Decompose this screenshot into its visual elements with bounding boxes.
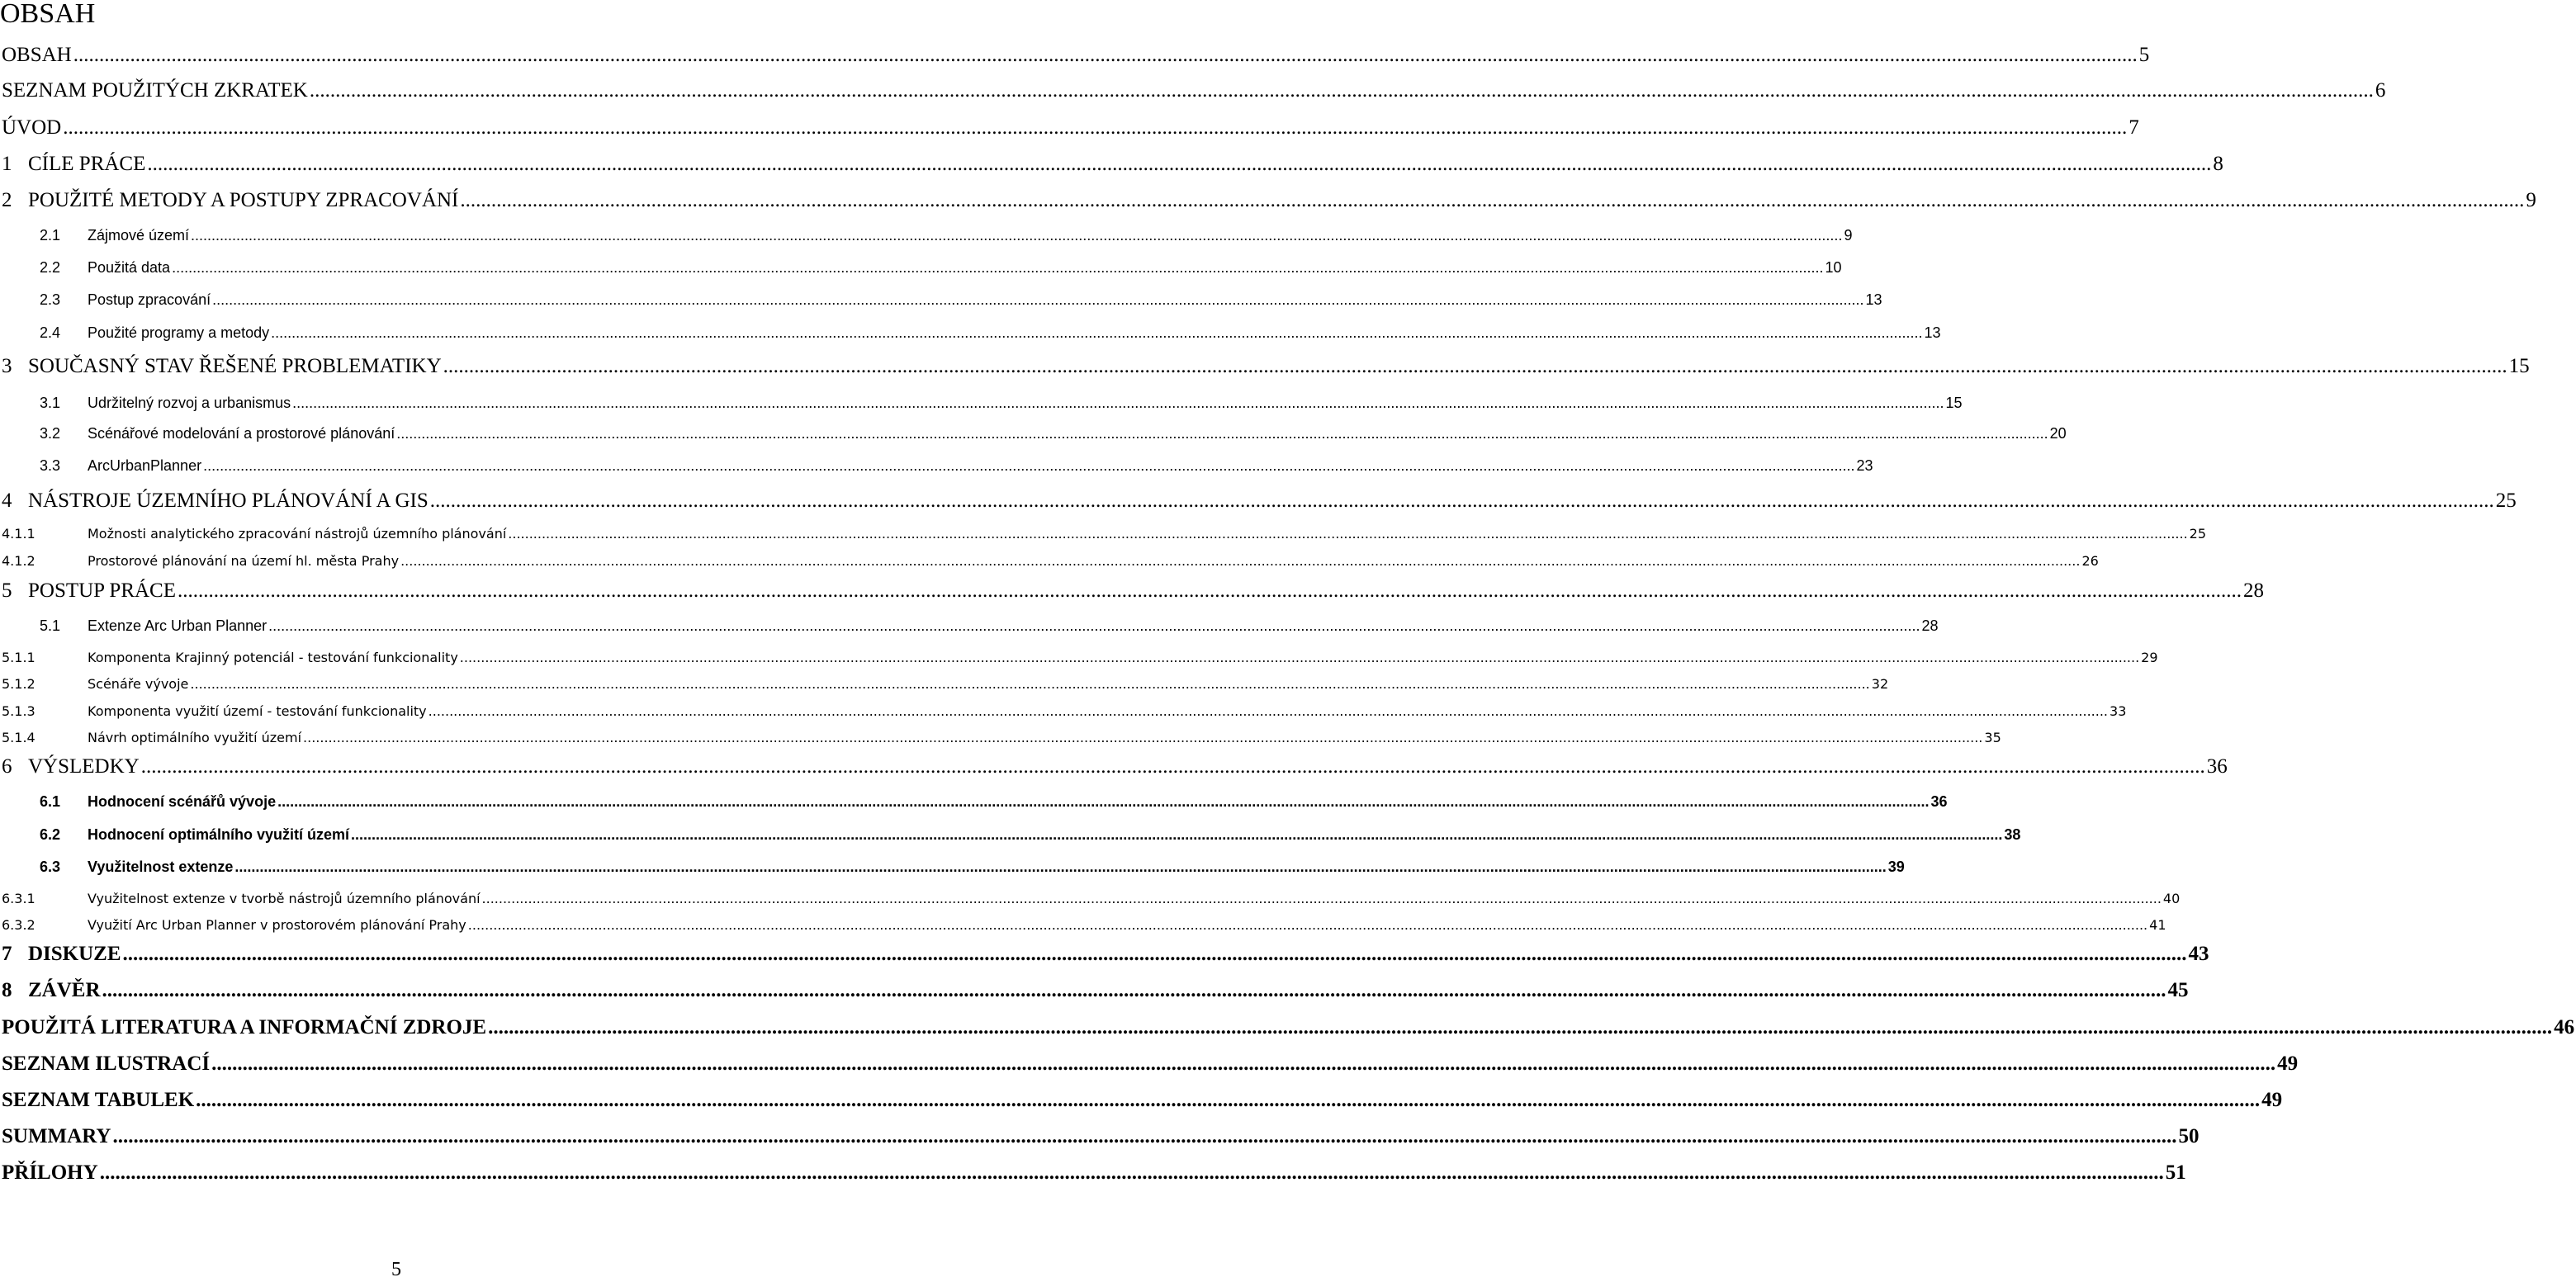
toc-entry-page: 49 [2277, 1053, 2299, 1075]
toc-entry-number: 2 [2, 189, 12, 211]
toc-entry[interactable] [0, 324, 1941, 342]
toc-entry-title: SOUČASNÝ STAV ŘEŠENÉ PROBLEMATIKY [28, 355, 442, 377]
toc-entry[interactable] [0, 942, 2209, 967]
toc-entry-page: 33 [2110, 703, 2127, 719]
toc-entry-number: 6.3.2 [2, 917, 36, 933]
toc-entry-title: Využitelnost extenze v tvorbě nástrojů územního plánování [88, 891, 481, 906]
toc-entry-number: 2.2 [40, 259, 61, 276]
toc-entry-page: 28 [1921, 617, 1939, 634]
dot-leader: ................................................................................................................................................................................................................................................................................................................................................................................................................ [309, 79, 2374, 102]
toc-entry-page: 15 [1945, 395, 1963, 411]
toc-entry-number: 3.1 [40, 395, 61, 411]
dot-leader: ................................................................................................................................................................................................................................................................................................................................................................................................................ [191, 227, 1843, 244]
toc-entry[interactable] [0, 1088, 2283, 1113]
toc-entry[interactable] [0, 258, 1842, 277]
toc-entry-page: 35 [1984, 730, 2001, 745]
toc-entry-number: 5 [2, 580, 12, 602]
dot-leader: ................................................................................................................................................................................................................................................................................................................................................................................................................ [211, 1053, 2276, 1075]
toc-entry-number: 5.1.3 [2, 703, 36, 719]
toc-entry-number: 4.1.2 [2, 553, 36, 569]
toc-entry-title: Použité programy a metody [88, 324, 270, 341]
toc-entry-page: 15 [2508, 355, 2530, 377]
toc-entry[interactable] [0, 1015, 2575, 1040]
toc-entry[interactable] [0, 152, 2223, 177]
toc-entry-number: 7 [2, 943, 12, 965]
toc-entry-title: Zájmové území [88, 227, 190, 244]
toc-entry-title: POUŽITÁ LITERATURA A INFORMAČNÍ ZDROJE [2, 1016, 487, 1038]
toc-entry-number: 1 [2, 153, 12, 175]
dot-leader: ................................................................................................................................................................................................................................................................................................................................................................................................................ [99, 1161, 2164, 1184]
toc-entry-page: 9 [2526, 189, 2536, 211]
toc-entry-number: 8 [2, 979, 12, 1001]
toc-entry-title: POSTUP PRÁCE [28, 580, 176, 602]
dot-leader: ................................................................................................................................................................................................................................................................................................................................................................................................................ [112, 1125, 2177, 1147]
toc-entry-title: POUŽITÉ METODY A POSTUPY ZPRACOVÁNÍ [28, 189, 459, 211]
toc-entry[interactable] [0, 755, 2228, 779]
toc-entry-number: 2.3 [40, 291, 61, 308]
toc-entry-page: 25 [2189, 526, 2207, 542]
toc-entry[interactable] [0, 675, 1889, 693]
dot-leader: ................................................................................................................................................................................................................................................................................................................................................................................................................ [271, 324, 1923, 341]
toc-entry-title: Použitá data [88, 259, 171, 276]
toc-entry-page: 39 [1887, 859, 1905, 875]
page-number: 5 [391, 1259, 401, 1280]
dot-leader: ................................................................................................................................................................................................................................................................................................................................................................................................................ [488, 1016, 2553, 1038]
toc-entry-title: Návrh optimálního využití území [88, 730, 302, 745]
dot-leader: ................................................................................................................................................................................................................................................................................................................................................................................................................ [460, 189, 2525, 211]
toc-entry[interactable] [0, 792, 1948, 811]
toc-entry-page: 51 [2165, 1161, 2186, 1184]
dot-leader: ................................................................................................................................................................................................................................................................................................................................................................................................................ [508, 526, 2188, 542]
toc-entry-page: 40 [2162, 891, 2181, 906]
toc-entry[interactable] [0, 424, 2067, 442]
toc-entry-page: 13 [1924, 324, 1941, 341]
toc-entry-page: 10 [1825, 259, 1842, 276]
dot-leader: ................................................................................................................................................................................................................................................................................................................................................................................................................ [277, 793, 1930, 810]
dot-leader: ................................................................................................................................................................................................................................................................................................................................................................................................................ [292, 395, 1944, 411]
dot-leader: ................................................................................................................................................................................................................................................................................................................................................................................................................ [351, 826, 2003, 843]
dot-leader: ................................................................................................................................................................................................................................................................................................................................................................................................................ [459, 650, 2140, 665]
toc-entry-title: Komponenta využití území - testování funkcionality [88, 703, 427, 719]
dot-leader: ................................................................................................................................................................................................................................................................................................................................................................................................................ [102, 979, 2166, 1001]
toc-entry[interactable] [0, 291, 1882, 309]
toc-entry-title: DISKUZE [28, 943, 121, 965]
toc-entry-page: 46 [2554, 1016, 2575, 1038]
toc-entry-page: 26 [2081, 553, 2099, 569]
toc-entry-title: SEZNAM TABULEK [2, 1089, 195, 1111]
toc-entry-title: Využitelnost extenze [88, 859, 234, 875]
toc-entry[interactable] [0, 617, 1939, 635]
toc-entry-title: ÚVOD [2, 116, 62, 139]
toc-entry[interactable] [0, 1124, 2200, 1149]
toc-entry-title: Hodnocení optimálního využití území [88, 826, 350, 843]
toc-entry-title: Extenze Arc Urban Planner [88, 617, 268, 634]
toc-entry-number: 6.3 [40, 859, 61, 875]
dot-leader: ................................................................................................................................................................................................................................................................................................................................................................................................................ [178, 580, 2242, 602]
dot-leader: ................................................................................................................................................................................................................................................................................................................................................................................................................ [190, 676, 1870, 692]
dot-leader: ................................................................................................................................................................................................................................................................................................................................................................................................................ [303, 730, 1983, 745]
dot-leader: ................................................................................................................................................................................................................................................................................................................................................................................................................ [467, 917, 2148, 933]
toc-entry-title: VÝSLEDKY [28, 755, 140, 778]
toc-entry-number: 2.4 [40, 324, 61, 341]
toc-entry[interactable] [0, 858, 1905, 876]
toc-entry-title: SUMMARY [2, 1125, 111, 1147]
toc-entry-number: 3 [2, 355, 12, 377]
dot-leader: ................................................................................................................................................................................................................................................................................................................................................................................................................ [122, 943, 2187, 965]
toc-entry-title: SEZNAM POUŽITÝCH ZKRATEK [2, 79, 308, 102]
dot-leader: ................................................................................................................................................................................................................................................................................................................................................................................................................ [268, 617, 1920, 634]
toc-entry-page: 7 [2129, 116, 2139, 139]
dot-leader: ................................................................................................................................................................................................................................................................................................................................................................................................................ [172, 259, 1824, 276]
toc-entry-page: 5 [2138, 44, 2150, 66]
toc-entry-title: Komponenta Krajinný potenciál - testování funkcionality [88, 650, 458, 665]
toc-entry-page: 36 [2206, 755, 2228, 778]
toc-entry-title: CÍLE PRÁCE [28, 153, 146, 175]
toc-entry-number: 5.1.2 [2, 676, 36, 692]
toc-entry-title: PŘÍLOHY [2, 1161, 98, 1184]
toc-entry-number: 5.1.1 [2, 650, 36, 665]
toc-entry-page: 8 [2213, 153, 2223, 175]
toc-entry-page: 41 [2149, 917, 2166, 933]
toc-entry-number: 4 [2, 490, 12, 512]
dot-leader: ................................................................................................................................................................................................................................................................................................................................................................................................................ [443, 355, 2507, 377]
toc-entry-title: ZÁVĚR [28, 979, 101, 1001]
toc-entry[interactable] [0, 43, 2150, 68]
toc-entry[interactable] [0, 552, 2099, 570]
toc-entry-page: 43 [2188, 943, 2209, 965]
toc-entry-number: 5.1 [40, 617, 61, 634]
toc-entry-title: SEZNAM ILUSTRACÍ [2, 1053, 211, 1075]
toc-entry[interactable] [0, 1161, 2186, 1185]
toc-entry-number: 4.1.1 [2, 526, 36, 542]
toc-entry-number: 5.1.4 [2, 730, 36, 745]
page-title: OBSAH [0, 0, 96, 29]
toc-entry-page: 29 [2141, 650, 2158, 665]
dot-leader: ................................................................................................................................................................................................................................................................................................................................................................................................................ [481, 891, 2162, 906]
dot-leader: ................................................................................................................................................................................................................................................................................................................................................................................................................ [73, 44, 2138, 66]
toc-entry[interactable] [0, 354, 2530, 379]
toc-entry-title: Scénářové modelování a prostorové plánování [88, 425, 395, 442]
toc-entry-page: 6 [2375, 79, 2386, 102]
toc-entry-page: 45 [2167, 979, 2189, 1001]
toc-entry-page: 23 [1856, 457, 1873, 474]
dot-leader: ................................................................................................................................................................................................................................................................................................................................................................................................................ [400, 553, 2081, 569]
dot-leader: ................................................................................................................................................................................................................................................................................................................................................................................................................ [396, 425, 2048, 442]
toc-entry-page: 28 [2243, 580, 2264, 602]
toc-entry-title: Postup zpracování [88, 291, 211, 308]
toc-entry-number: 2.1 [40, 227, 61, 244]
dot-leader: ................................................................................................................................................................................................................................................................................................................................................................................................................ [63, 116, 2128, 139]
toc-entry-page: 50 [2178, 1125, 2200, 1147]
toc-entry-title: Možnosti analytického zpracování nástrojů územního plánování [88, 526, 507, 542]
dot-leader: ................................................................................................................................................................................................................................................................................................................................................................................................................ [234, 859, 1887, 875]
dot-leader: ................................................................................................................................................................................................................................................................................................................................................................................................................ [196, 1089, 2261, 1111]
toc-entry[interactable] [0, 729, 2001, 747]
toc-entry-number: 6.2 [40, 826, 61, 843]
toc-entry-number: 3.3 [40, 457, 61, 474]
toc-entry-page: 32 [1871, 676, 1889, 692]
dot-leader: ................................................................................................................................................................................................................................................................................................................................................................................................................ [429, 490, 2494, 512]
toc-entry[interactable] [0, 226, 1853, 244]
toc-entry-number: 3.2 [40, 425, 61, 442]
toc-entry-page: 38 [2004, 826, 2021, 843]
toc-entry[interactable] [0, 702, 2127, 721]
toc-entry[interactable] [0, 116, 2139, 140]
toc-entry-title: OBSAH [2, 44, 72, 66]
toc-entry[interactable] [0, 457, 1873, 475]
toc-entry[interactable] [0, 649, 2158, 667]
dot-leader: ................................................................................................................................................................................................................................................................................................................................................................................................................ [212, 291, 1864, 308]
toc-entry[interactable] [0, 579, 2264, 603]
toc-entry[interactable] [0, 525, 2207, 543]
toc-entry-page: 49 [2261, 1089, 2283, 1111]
toc-entry[interactable] [0, 890, 2181, 908]
toc-entry[interactable] [0, 78, 2386, 103]
toc-entry-page: 9 [1844, 227, 1853, 244]
toc-entry-page: 36 [1930, 793, 1948, 810]
dot-leader: ................................................................................................................................................................................................................................................................................................................................................................................................................ [203, 457, 1855, 474]
toc-entry-page: 25 [2495, 490, 2517, 512]
toc-entry[interactable] [0, 489, 2517, 513]
toc-entry[interactable] [0, 978, 2189, 1003]
toc-entry[interactable] [0, 1052, 2299, 1076]
toc-entry-title: Udržitelný rozvoj a urbanismus [88, 395, 291, 411]
dot-leader: ................................................................................................................................................................................................................................................................................................................................................................................................................ [140, 755, 2205, 778]
toc-entry[interactable] [0, 188, 2536, 213]
toc-entry-title: Scénáře vývoje [88, 676, 189, 692]
toc-entry-number: 6.1 [40, 793, 61, 810]
toc-entry[interactable] [0, 394, 1963, 412]
toc-entry-number: 6.3.1 [2, 891, 36, 906]
toc-entry[interactable] [0, 916, 2166, 934]
toc-entry-title: Prostorové plánování na území hl. města Prahy [88, 553, 400, 569]
toc-entry-page: 13 [1865, 291, 1882, 308]
toc-entry-page: 20 [2049, 425, 2067, 442]
toc-entry-title: Využití Arc Urban Planner v prostorovém plánování Prahy [88, 917, 466, 933]
toc-entry-number: 6 [2, 755, 12, 778]
dot-leader: ................................................................................................................................................................................................................................................................................................................................................................................................................ [428, 703, 2109, 719]
toc-entry-title: Hodnocení scénářů vývoje [88, 793, 277, 810]
toc-entry-title: ArcUrbanPlanner [88, 457, 202, 474]
toc-entry-title: NÁSTROJE ÚZEMNÍHO PLÁNOVÁNÍ A GIS [28, 490, 429, 512]
dot-leader: ................................................................................................................................................................................................................................................................................................................................................................................................................ [147, 153, 2212, 175]
toc-entry[interactable] [0, 825, 2021, 844]
